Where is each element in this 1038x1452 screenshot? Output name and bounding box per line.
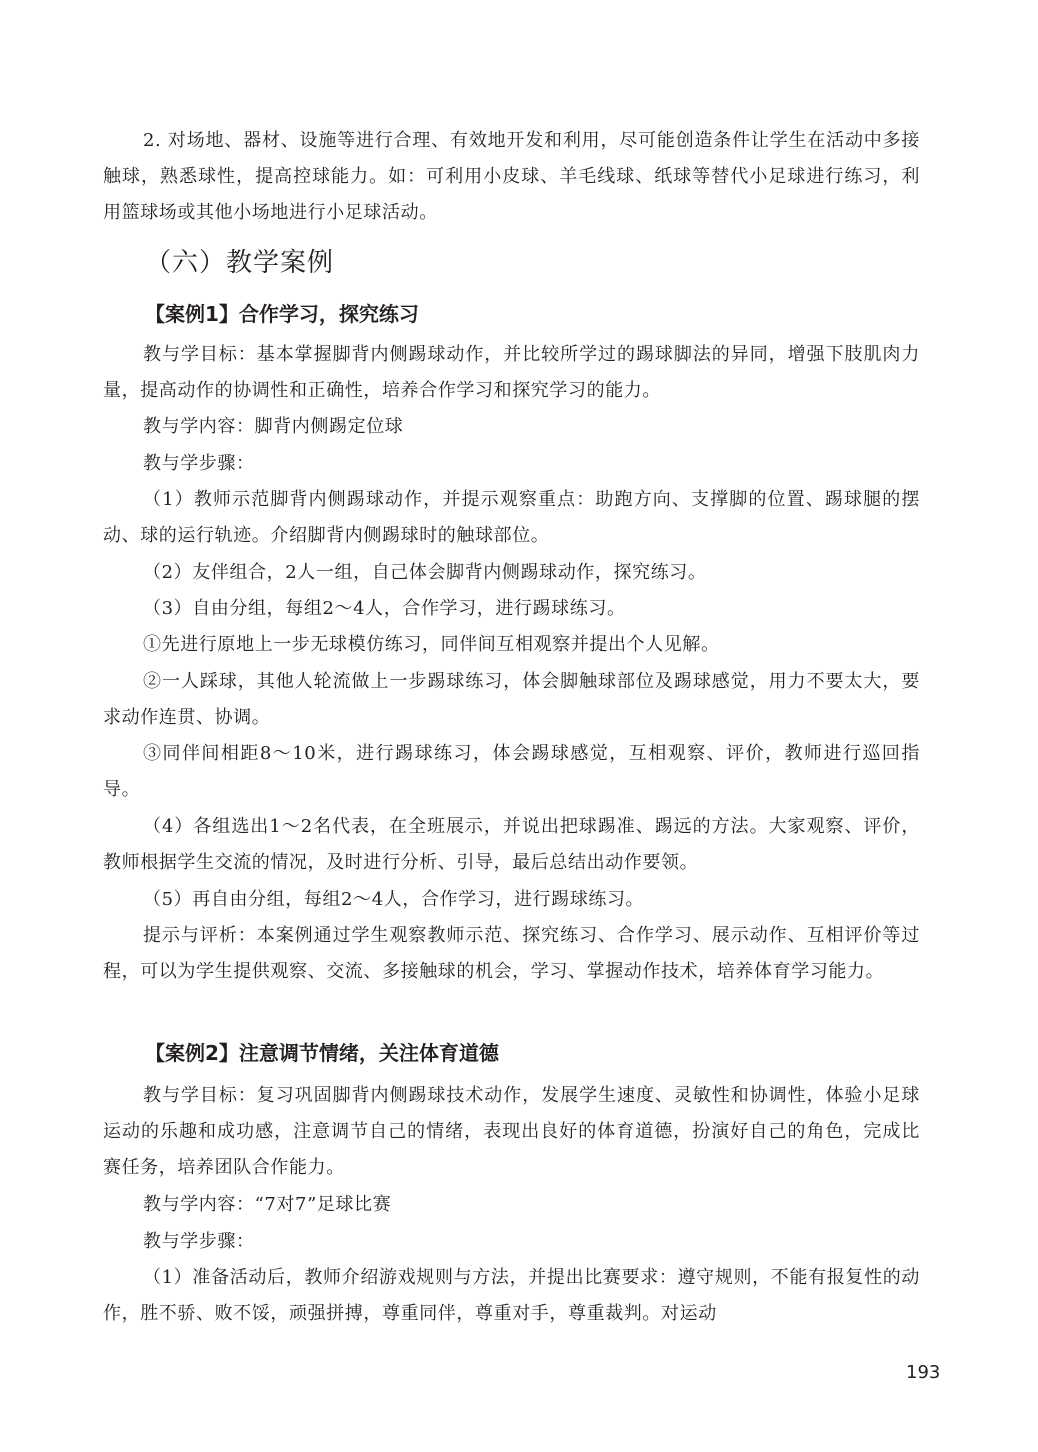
- case1-step-1: （1）教师示范脚背内侧踢球动作，并提示观察重点：助跑方向、支撑脚的位置、踢球腿的摆动、球的运行轨迹。介绍脚背内侧踢球时的触球部位。: [103, 489, 920, 546]
- case1-step-4: （4）各组选出1～2名代表，在全班展示，并说出把球踢准、踢远的方法。大家观察、评价，教师根据学生交流的情况，及时进行分析、引导，最后总结出动作要领。: [103, 816, 920, 873]
- case1-substep-3: ③同伴间相距8～10米，进行踢球练习，体会踢球感觉，互相观察、评价，教师进行巡回指导。: [103, 743, 920, 800]
- case2-steps-label: 教与学步骤：: [143, 1231, 255, 1252]
- case2-step-1: （1）准备活动后，教师介绍游戏规则与方法，并提出比赛要求：遵守规则，不能有报复性的动作，胜不骄、败不馁，顽强拼搏，尊重同伴，尊重对手，尊重裁判。对运动: [103, 1267, 920, 1324]
- case1-substep-2: ②一人踩球，其他人轮流做上一步踢球练习，体会脚触球部位及踢球感觉，用力不要太大，要求动作连贯、协调。: [103, 671, 920, 728]
- page-number: 193: [906, 1362, 941, 1383]
- case1-step-5: （5）再自由分组，每组2～4人，合作学习，进行踢球练习。: [143, 889, 645, 910]
- case1-content-paragraph: 教与学内容：脚背内侧踢定位球: [143, 416, 404, 437]
- case1-tips-paragraph: 提示与评析：本案例通过学生观察教师示范、探究练习、合作学习、展示动作、互相评价等过程，可以为学生提供观察、交流、多接触球的机会，学习、掌握动作技术，培养体育学习能力。: [103, 925, 920, 982]
- case2-content-paragraph: 教与学内容：“7对7”足球比赛: [143, 1194, 392, 1215]
- case1-step-2: （2）友伴组合，2人一组，自己体会脚背内侧踢球动作，探究练习。: [143, 562, 707, 583]
- section-heading-teaching-cases: （六）教学案例: [145, 248, 335, 278]
- case1-heading: 【案例1】合作学习，探究练习: [145, 302, 419, 326]
- case1-steps-label: 教与学步骤：: [143, 453, 255, 474]
- case1-goal-paragraph: 教与学目标：基本掌握脚背内侧踢球动作，并比较所学过的踢球脚法的异同，增强下肢肌肉力量，提高动作的协调性和正确性，培养合作学习和探究学习的能力。: [103, 344, 920, 401]
- case1-step-3: （3）自由分组，每组2～4人，合作学习，进行踢球练习。: [143, 598, 626, 619]
- case1-substep-1: ①先进行原地上一步无球模仿练习，同伴间互相观察并提出个人见解。: [143, 634, 720, 655]
- case2-goal-paragraph: 教与学目标：复习巩固脚背内侧踢球技术动作，发展学生速度、灵敏性和协调性，体验小足球运动的乐趣和成功感，注意调节自己的情绪，表现出良好的体育道德，扮演好自己的角色，完成比赛任务，培养团队合作能力。: [103, 1085, 920, 1178]
- intro-paragraph-2: 2. 对场地、器材、设施等进行合理、有效地开发和利用，尽可能创造条件让学生在活动中多接触球，熟悉球性，提高控球能力。如：可利用小皮球、羊毛线球、纸球等替代小足球进行练习，利用篮球场或其他小场地进行小足球活动。: [103, 130, 920, 223]
- case2-heading: 【案例2】注意调节情绪，关注体育道德: [145, 1041, 499, 1065]
